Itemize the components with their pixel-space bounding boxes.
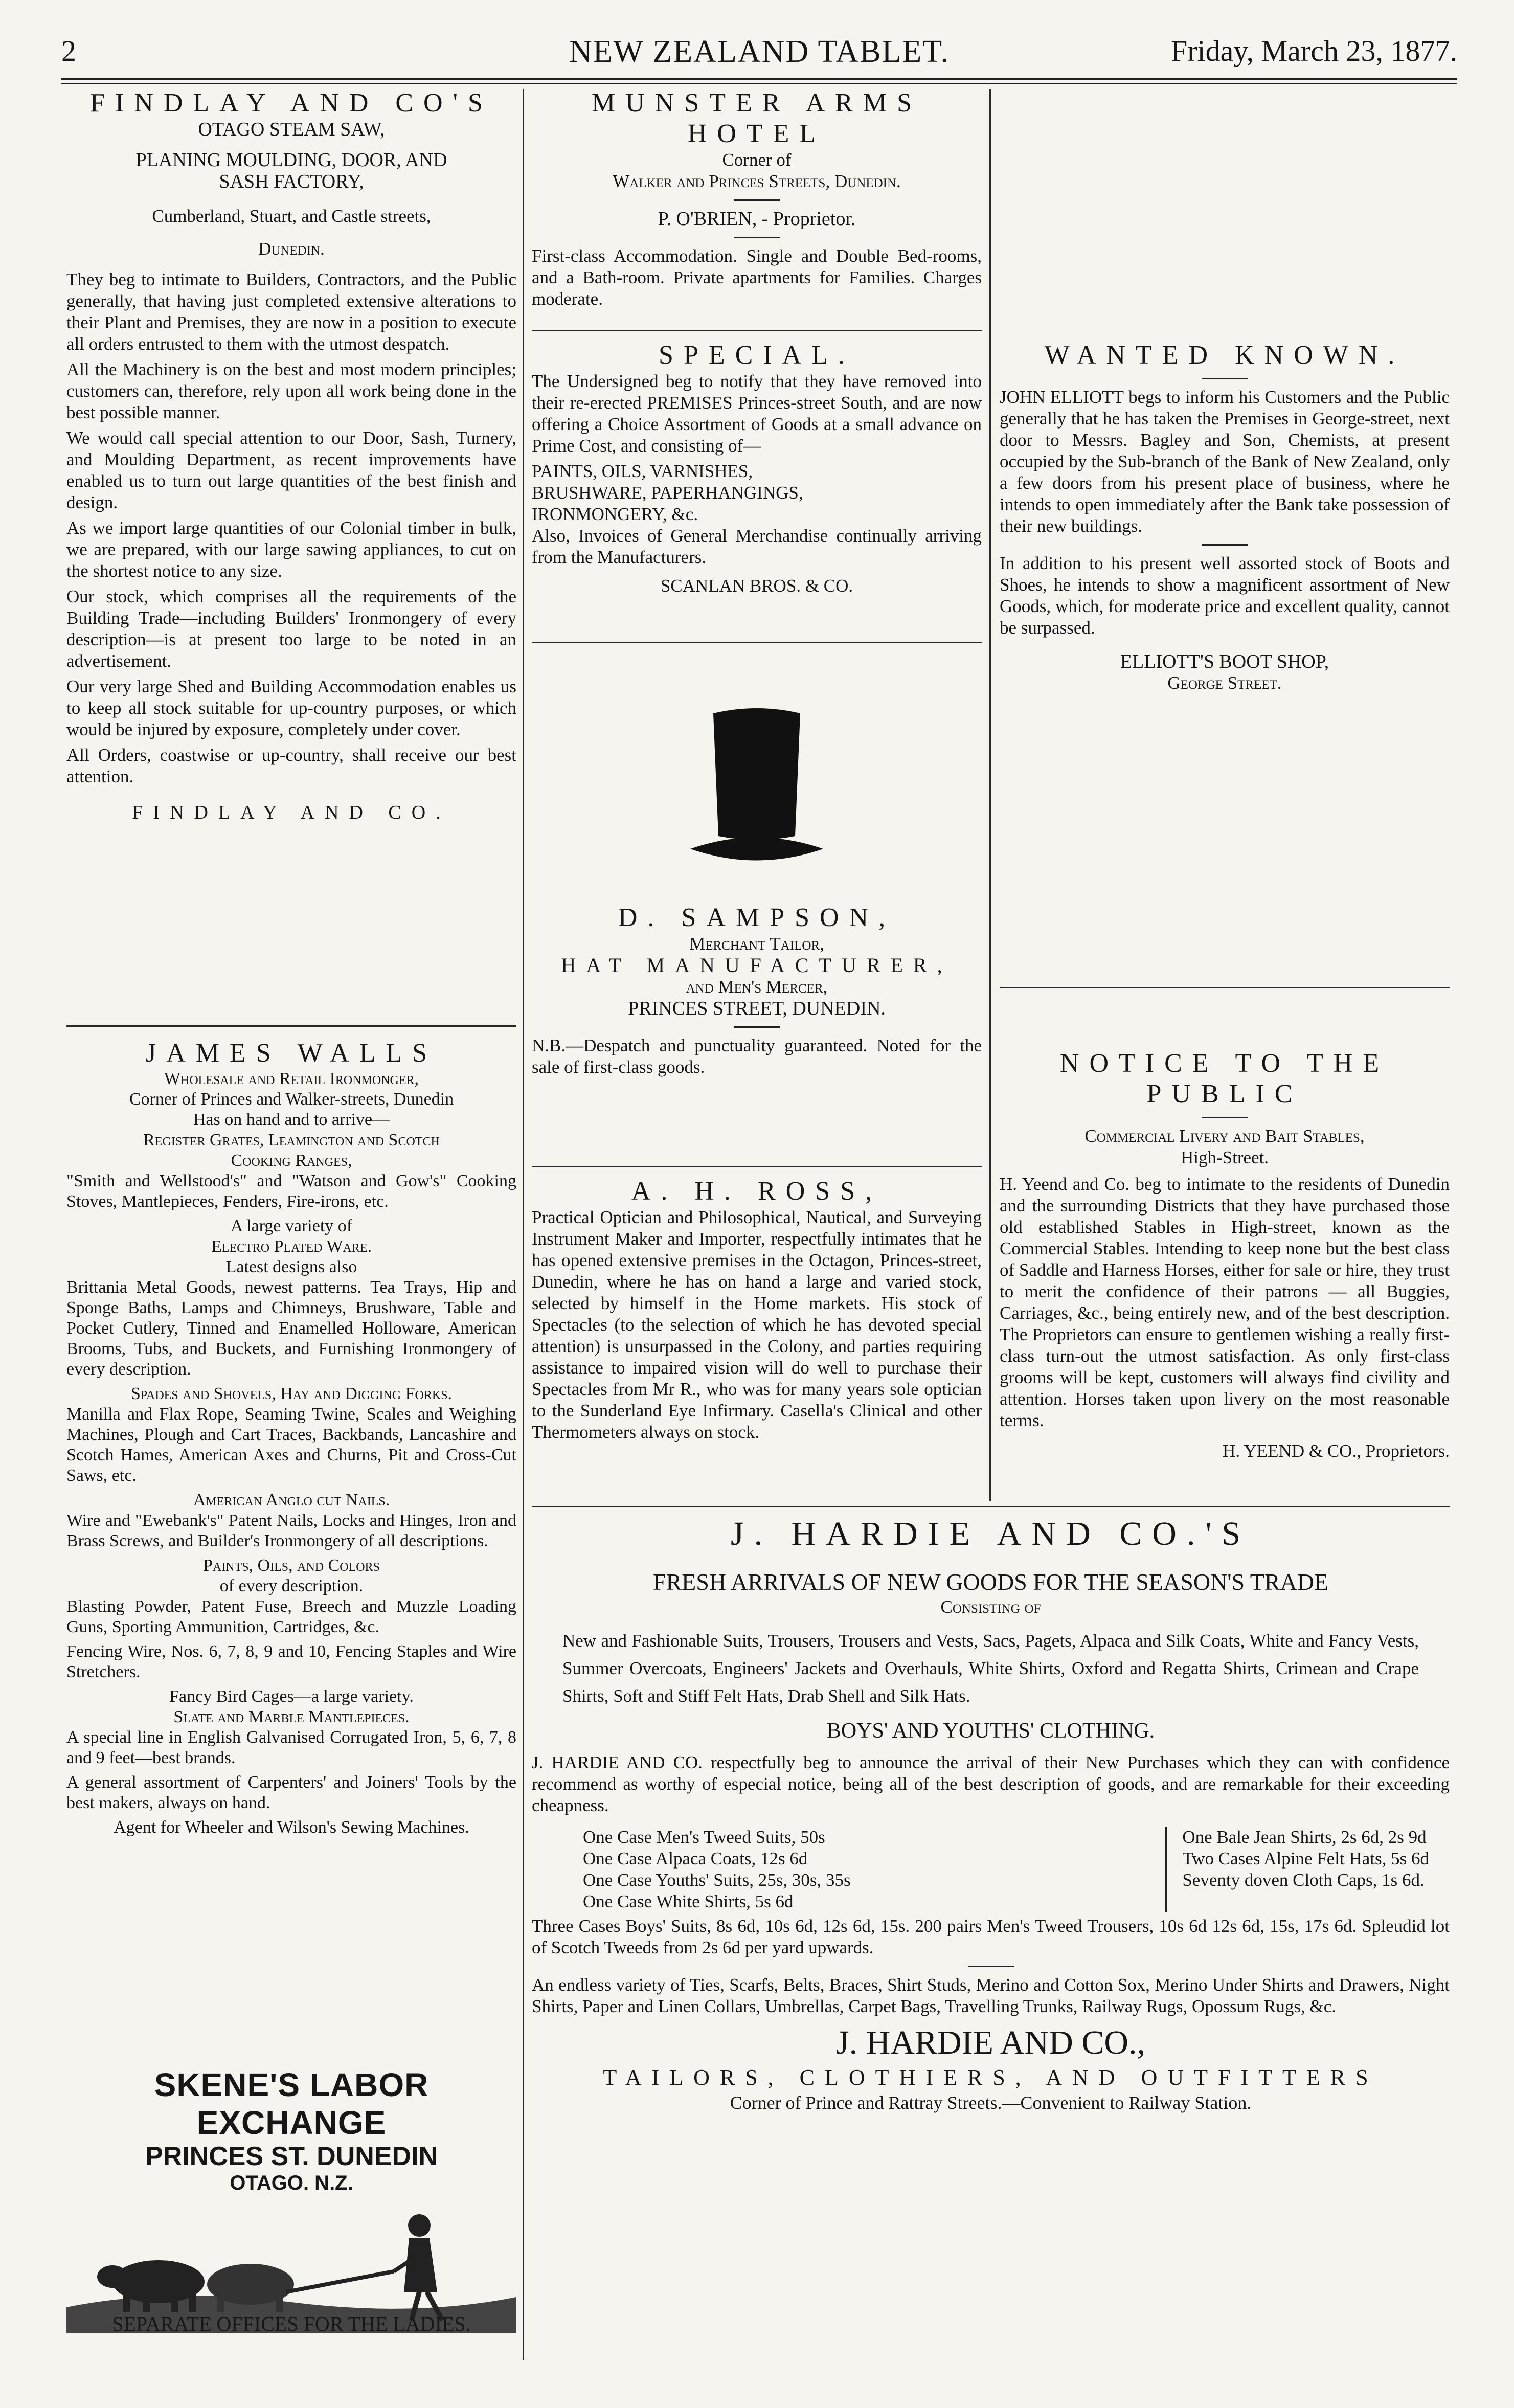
elliott-p2: In addition to his present well assorted stock of Boots and Shoes, he intends to show a magnificent assortment of New Goods, which, for moderate price and excellent quality, cannot be surpassed. xyxy=(1000,553,1450,638)
notice-p1: H. Yeend and Co. beg to intimate to the residents of Dunedin and the surrounding Districts that they have purchased those old established Stables in High-street, known as the Commercial Stables. Intending to keep none but the best class of Saddle and Harness Horses, either for sale or hire, they trust to merit the confidence of their patrons — all Buggies, Carriages, &c., being entirely new, and of the best description. The Proprietors can ensure to gentlemen wishing a really first-class turn-out the utmost satisfaction. As only first-class grooms will be kept, customers will always find civility and attention. Horses taken upon livery on the most reasonable terms. xyxy=(1000,1174,1450,1430)
hardie-trades: TAILORS, CLOTHIERS, AND OUTFITTERS xyxy=(603,2065,1379,2090)
hardie-top-rule xyxy=(532,1506,1450,1507)
ross-head: A. H. ROSS, xyxy=(631,1177,883,1206)
walls-l1: A large variety of xyxy=(230,1217,353,1235)
walls-p1: "Smith and Wellstood's" and "Watson and Gow's" Cooking Stoves, Mantlepieces, Fenders, Fire-irons, etc. xyxy=(66,1172,516,1211)
walls-sub4: Register Grates, Leamington and Scotch xyxy=(143,1131,440,1150)
hardie-p2: J. HARDIE AND CO. respectfully beg to announce the arrival of their New Purchases which they can with confidence recommend as worthy of especial notice, being all of the best description of goods, and are remarkable for their exceeding cheapness. xyxy=(532,1752,1450,1815)
sampson-l1: Merchant Tailor, xyxy=(689,934,824,954)
walls-sub3: Has on hand and to arrive— xyxy=(193,1110,390,1129)
walls-p7: A special line in English Galvanised Corrugated Iron, 5, 6, 7, 8 and 9 feet—best brands. xyxy=(66,1728,516,1767)
findlay-address: Cumberland, Stuart, and Castle streets, xyxy=(152,206,431,226)
walls-l5: American Anglo cut Nails. xyxy=(193,1491,390,1510)
special-ad xyxy=(532,340,982,639)
special-l1: PAINTS, OILS, VARNISHES, xyxy=(532,461,753,481)
walls-sub5: Cooking Ranges, xyxy=(231,1151,352,1170)
sampson-dash xyxy=(734,1026,780,1028)
findlay-head2: OTAGO STEAM SAW, xyxy=(198,119,385,140)
skene-line3: OTAGO. N.Z. xyxy=(230,2172,353,2194)
skene-line2: PRINCES ST. DUNEDIN xyxy=(145,2142,438,2171)
masthead-rule-thin xyxy=(61,83,1457,84)
hardie-dash xyxy=(968,1966,1014,1967)
notice-l2: High-Street. xyxy=(1180,1147,1269,1167)
walls-l8: Fancy Bird Cages—a large variety. xyxy=(169,1687,414,1706)
munster-dash xyxy=(734,199,780,201)
munster-dash2 xyxy=(734,237,780,238)
hardie-p3: Three Cases Boys' Suits, 8s 6d, 10s 6d, 12s 6d, 15s. 200 pairs Men's Tweed Trousers, 10s 6d 12s 6d, 15s, 17s 6d. Spleudid lot of Scotch Tweeds from 2s 6d per yard upwards. xyxy=(532,1916,1450,1957)
notice-dash xyxy=(1202,1117,1248,1118)
masthead xyxy=(61,34,1457,77)
findlay-p4: As we import large quantities of our Colonial timber in bulk, we are prepared, with our large sawing appliances, to cut on the shortest notice to any size. xyxy=(66,518,516,581)
walls-l9: Slate and Marble Mantlepieces. xyxy=(173,1707,410,1726)
walls-l7: of every description. xyxy=(219,1577,364,1595)
munster-p1: First-class Accommodation. Single and Double Bed-rooms, and a Bath-room. Private apartments for Families. Charges moderate. xyxy=(532,246,982,309)
elliott-head: WANTED KNOWN. xyxy=(1044,341,1405,370)
special-signature: SCANLAN BROS. & CO. xyxy=(660,576,853,596)
special-p2: Also, Invoices of General Merchandise continually arriving from the Manufacturers. xyxy=(532,526,982,567)
special-rule xyxy=(532,642,982,643)
walls-p3: Manilla and Flax Rope, Seaming Twine, Scales and Weighing Machines, Plough and Cart Traces, Backbands, Lancashire and Scotch Hames, American Axes and Churns, Pit and Cross-Cut Saws, etc. xyxy=(66,1405,516,1485)
special-head: SPECIAL. xyxy=(659,341,855,370)
column-divider-1b xyxy=(523,1501,524,2360)
munster-proprietor: P. O'BRIEN, - Proprietor. xyxy=(658,208,856,230)
findlay-p7: All Orders, coastwise or up-country, shall receive our best attention. xyxy=(66,745,516,786)
special-l3: IRONMONGERY, &c. xyxy=(532,504,698,524)
masthead-rule xyxy=(61,78,1457,80)
findlay-p2: All the Machinery is on the best and most modern principles; customers can, therefore, rely upon all work being done in the best possible manner. xyxy=(66,359,516,422)
elliott-dash2 xyxy=(1202,544,1248,546)
findlay-city: Dunedin. xyxy=(258,239,325,259)
sampson-l3: and Men's Mercer, xyxy=(686,977,828,997)
elliott-dash xyxy=(1202,378,1248,379)
list-item: One Case Men's Tweed Suits, 50s xyxy=(583,1827,825,1847)
hardie-left-list xyxy=(583,1827,851,1912)
walls-l2: Electro Plated Ware. xyxy=(211,1237,372,1256)
sampson-l4: PRINCES STREET, DUNEDIN. xyxy=(628,998,886,1019)
walls-p6: Fencing Wire, Nos. 6, 7, 8, 9 and 10, Fencing Staples and Wire Stretchers. xyxy=(66,1642,516,1681)
findlay-head4: SASH FACTORY, xyxy=(219,171,364,192)
findlay-p1: They beg to intimate to Builders, Contractors, and the Public generally, that having just completed extensive alterations to their Plant and Premises, they are now in a position to execute all orders entrusted to them with the utmost despatch. xyxy=(66,269,516,354)
page-number: 2 xyxy=(61,34,76,67)
hardie-head: J. HARDIE AND CO.'S xyxy=(730,1515,1251,1552)
list-item: One Case White Shirts, 5s 6d xyxy=(583,1892,794,1911)
findlay-head3: PLANING MOULDING, DOOR, AND xyxy=(135,149,447,171)
hardie-p4: An endless variety of Ties, Scarfs, Belts, Braces, Shirt Studs, Merino and Cotton Sox, Merino Under Shirts and Drawers, Night Shirts, Paper and Linen Collars, Umbrellas, Carpet Bags, Travelling Trunks, Railway Rugs, Opossum Rugs, &c. xyxy=(532,1975,1450,2016)
ross-ad xyxy=(532,1176,982,1503)
walls-p8: A general assortment of Carpenters' and Joiners' Tools by the best makers, always on hand. xyxy=(66,1773,516,1812)
sampson-ad xyxy=(532,652,982,1077)
hardie-boys: BOYS' AND YOUTHS' CLOTHING. xyxy=(826,1719,1155,1743)
walls-p9: Agent for Wheeler and Wilson's Sewing Machines. xyxy=(114,1818,469,1837)
hardie-sub: FRESH ARRIVALS OF NEW GOODS FOR THE SEASON'S TRADE xyxy=(652,1569,1329,1595)
elliott-rule xyxy=(1000,987,1450,988)
findlay-p6: Our very large Shed and Building Accommodation enables us to keep all stock suitable for up-country purposes, or which would be injured by exposure, completely under cover. xyxy=(66,677,516,739)
walls-l4: Spades and Shovels, Hay and Digging Forks. xyxy=(130,1384,453,1403)
column-divider-2 xyxy=(989,89,991,1501)
skene-footer: SEPARATE OFFICES FOR THE LADIES. xyxy=(112,2312,471,2335)
elliott-ad xyxy=(1000,340,1450,790)
hardie-ad xyxy=(532,1514,1450,2357)
walls-p2: Brittania Metal Goods, newest patterns. Tea Trays, Hip and Sponge Baths, Lamps and Chimneys, Brushware, Table and Pocket Cutlery, Tinned and Enamelled Holloware, American Brooms, Tubs, and Buckets, and Furnishing Ironmongery of every description. xyxy=(66,1278,516,1379)
munster-l2: Walker and Princes Streets, Dunedin. xyxy=(613,171,901,191)
elliott-address: George Street. xyxy=(1167,673,1282,693)
top-hat-icon xyxy=(685,703,828,887)
list-item: One Case Alpaca Coats, 12s 6d xyxy=(583,1849,808,1869)
elliott-p1: JOHN ELLIOTT begs to inform his Customers and the Public generally that he has taken the Premises in George-street, next door to Messrs. Bagley and Son, Chemists, at present occupied by the Sub-branch of the Bank of New Zealand, only a few doors from his present place of business, where he intends to open immediately after the Bank take possession of their new buildings. xyxy=(1000,387,1450,536)
hardie-right-list xyxy=(1165,1827,1429,1912)
sampson-l2: HAT MANUFACTURER, xyxy=(561,954,953,977)
notice-l1: Commercial Livery and Bait Stables, xyxy=(1084,1126,1365,1146)
munster-head: MUNSTER ARMS HOTEL xyxy=(592,88,922,148)
walls-sub1: Wholesale and Retail Ironmonger, xyxy=(164,1069,419,1088)
hardie-signature: J. HARDIE AND CO., xyxy=(835,2024,1146,2061)
skene-ad xyxy=(66,2066,516,2296)
findlay-p5: Our stock, which comprises all the requirements of the Building Trade—including Builders' Ironmongery of every description—is at present too large to be noted in an advertisement. xyxy=(66,587,516,671)
munster-ad xyxy=(532,88,982,328)
sampson-head: D. SAMPSON, xyxy=(618,903,896,932)
column-divider-1 xyxy=(523,89,524,1501)
walls-p4: Wire and "Ewebank's" Patent Nails, Locks and Hinges, Iron and Brass Screws, and Builder's Ironmongery of all descriptions. xyxy=(66,1511,516,1550)
hardie-price-list xyxy=(583,1827,1429,1912)
munster-l1: Corner of xyxy=(722,150,792,170)
hardie-p1: New and Fashionable Suits, Trousers, Trousers and Vests, Sacs, Pagets, Alpaca and Silk Coats, White and Fancy Vests, Summer Overcoats, Engineers' Jackets and Overhauls, White Shirts, Oxford and Regatta Shirts, Crimean and Crape Shirts, Soft and Stiff Felt Hats, Drab Shell and Silk Hats. xyxy=(562,1631,1419,1706)
issue-date: Friday, March 23, 1877. xyxy=(1170,34,1457,67)
walls-l3: Latest designs also xyxy=(225,1257,357,1276)
special-l2: BRUSHWARE, PAPERHANGINGS, xyxy=(532,483,803,503)
walls-l6: Paints, Oils, and Colors xyxy=(203,1556,380,1575)
sampson-p1: N.B.—Despatch and punctuality guaranteed. Noted for the sale of first-class goods. xyxy=(532,1036,982,1077)
notice-ad xyxy=(1000,1048,1450,1509)
munster-rule xyxy=(532,330,982,331)
findlay-head: FINDLAY AND CO'S xyxy=(90,88,493,118)
findlay-p3: We would call special attention to our Door, Sash, Turnery, and Moulding Department, as recent improvements have enabled us to turn out large quantities of the best finish and design. xyxy=(66,428,516,512)
elliott-signature: ELLIOTT'S BOOT SHOP, xyxy=(1120,651,1329,672)
findlay-rule xyxy=(66,1025,516,1027)
list-item: Seventy doven Cloth Caps, 1s 6d. xyxy=(1182,1870,1425,1890)
notice-signature: H. YEEND & CO., Proprietors. xyxy=(1223,1441,1450,1461)
notice-head: NOTICE TO THE PUBLIC xyxy=(1059,1049,1390,1109)
hardie-consisting: Consisting of xyxy=(940,1597,1041,1617)
walls-head: JAMES WALLS xyxy=(145,1039,438,1068)
list-item: One Case Youths' Suits, 25s, 30s, 35s xyxy=(583,1870,851,1890)
walls-ad xyxy=(66,1038,516,2061)
newspaper-title: NEW ZEALAND TABLET. xyxy=(569,34,950,69)
hardie-address: Corner of Prince and Rattray Streets.—Convenient to Railway Station. xyxy=(730,2092,1252,2113)
findlay-signature: FINDLAY AND CO. xyxy=(132,802,451,823)
walls-sub2: Corner of Princes and Walker-streets, Dunedin xyxy=(129,1090,454,1109)
walls-p5: Blasting Powder, Patent Fuse, Breech and Muzzle Loading Guns, Sporting Ammunition, Cartridges, &c. xyxy=(66,1597,516,1636)
skene-line1: SKENE'S LABOR EXCHANGE xyxy=(154,2066,429,2141)
sampson-rule xyxy=(532,1166,982,1167)
special-p1: The Undersigned beg to notify that they have removed into their re-erected PREMISES Princes-street South, and are now offering a Choice Assortment of Goods at a small advance on Prime Cost, and consisting of— xyxy=(532,371,982,456)
findlay-ad xyxy=(66,88,516,1024)
list-item: Two Cases Alpine Felt Hats, 5s 6d xyxy=(1182,1849,1429,1869)
list-item: One Bale Jean Shirts, 2s 6d, 2s 9d xyxy=(1182,1827,1427,1847)
ross-p1: Practical Optician and Philosophical, Nautical, and Surveying Instrument Maker and Importer, respectfully intimates that he has opened extensive premises in the Octagon, Princes-street, Dunedin, where he has on hand a large and varied stock, selected by himself in the Home markets. His stock of Spectacles (to the selection of which he has devoted special attention) is unsurpassed in the Colony, and parties requiring assistance to impaired vision will do well to purchase their Spectacles from Mr R., who was for many years sole optician to the Sunderland Eye Infirmary. Casella's Clinical and other Thermometers always on stock. xyxy=(532,1207,982,1442)
